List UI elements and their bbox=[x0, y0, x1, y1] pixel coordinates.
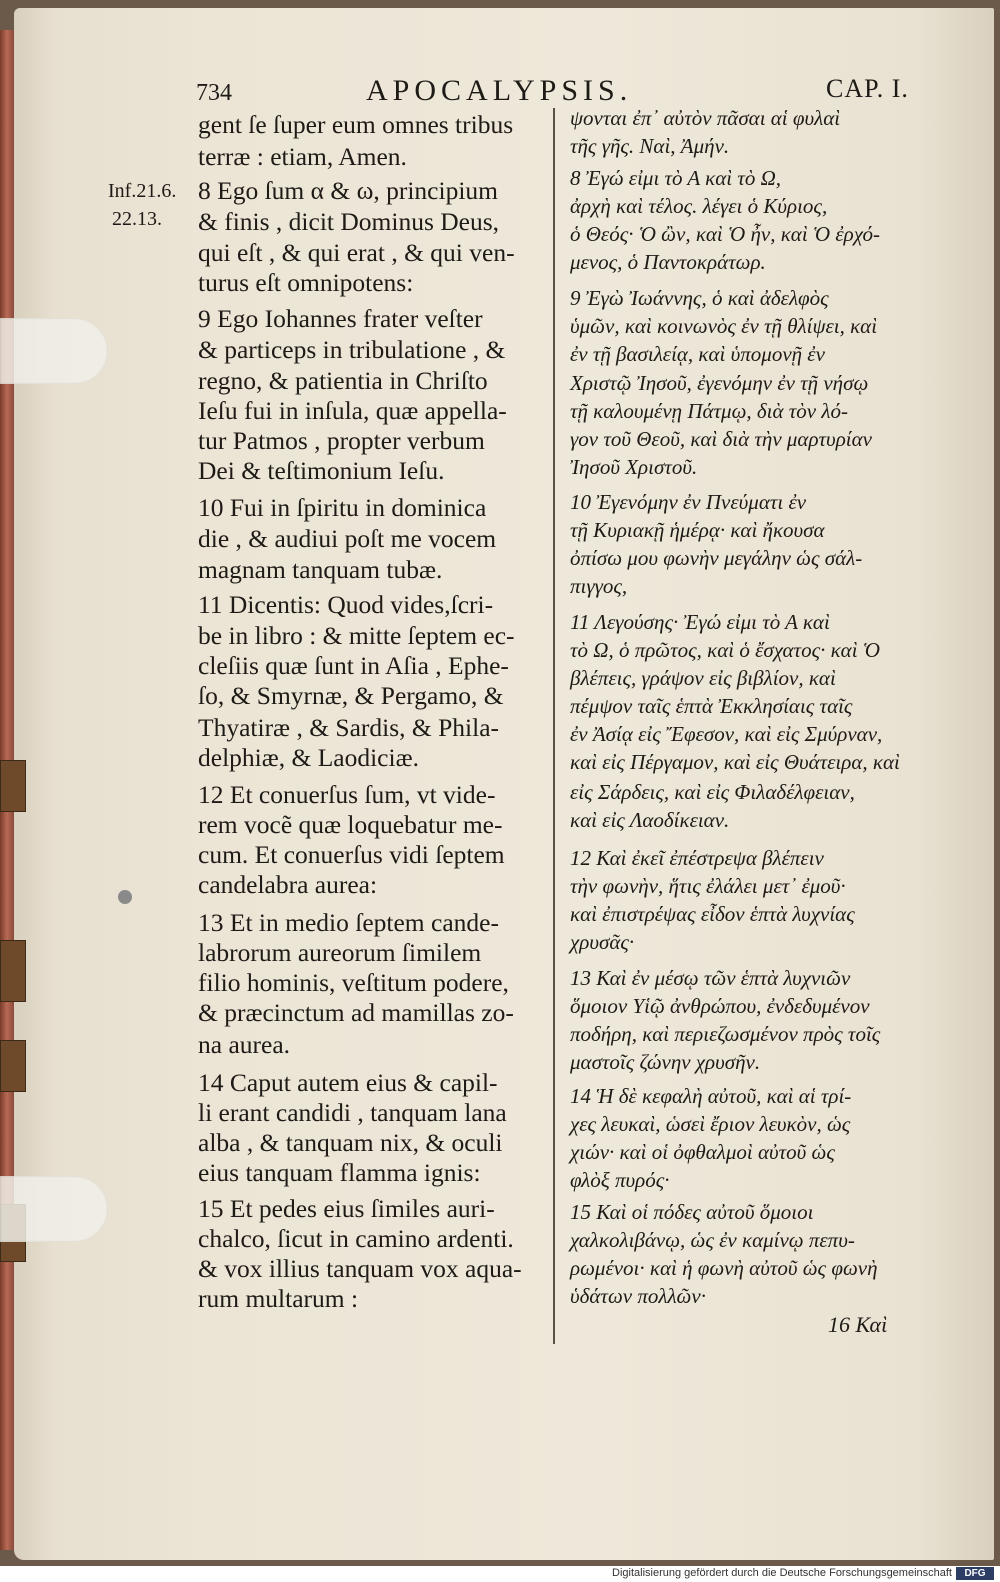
greek-line: 10 Ἐγενόμην ἐν Πνεύματι ἐν bbox=[570, 490, 807, 514]
greek-line: καὶ εἰς Πέργαμον, καὶ εἰς Θυάτειρα, καὶ bbox=[570, 750, 900, 774]
latin-line: labrorum aureorum ſimilem bbox=[198, 938, 482, 967]
greek-line: 11 Λεγούσης· Ἐγώ εἰμι τὸ Α καὶ bbox=[570, 610, 830, 634]
greek-line: καὶ ἐπιστρέψας εἶδον ἑπτὰ λυχνίας bbox=[570, 902, 855, 926]
paper-tab-lower bbox=[0, 1176, 108, 1242]
greek-line: ὁ Θεός· Ὁ ὢν, καὶ Ὁ ἦν, καὶ Ὁ ἐρχό- bbox=[570, 222, 881, 246]
greek-line: μαστοῖς ζώνην χρυσῆν. bbox=[570, 1050, 761, 1074]
greek-line: ὑμῶν, καὶ κοινωνὸς ἐν τῇ θλίψει, καὶ bbox=[570, 314, 878, 338]
greek-line: μενος, ὁ Παντοκράτωρ. bbox=[570, 250, 766, 274]
latin-line: 15 Et pedes eius ſimiles auri- bbox=[198, 1194, 495, 1223]
latin-line: rum multarum : bbox=[198, 1284, 359, 1313]
latin-line: Ieſu fui in inſula, quæ appella- bbox=[198, 396, 507, 425]
greek-line: τὸ Ω, ὁ πρῶτος, καὶ ὁ ἔσχατος· καὶ Ὁ bbox=[570, 638, 880, 662]
chapter-label: CAP. I. bbox=[826, 74, 909, 103]
latin-line: & finis , dicit Dominus Deus, bbox=[198, 207, 500, 236]
latin-line: 14 Caput autem eius & capil- bbox=[198, 1068, 498, 1097]
greek-line: τὴν φωνὴν, ἥτις ἐλάλει μετ᾽ ἐμοῦ· bbox=[570, 874, 846, 898]
greek-line: 8 Ἐγώ εἰμι τὸ Α καὶ τὸ Ω, bbox=[570, 166, 782, 190]
greek-line: 9 Ἐγὼ Ἰωάννης, ὁ καὶ ἀδελφὸς bbox=[570, 286, 829, 310]
latin-line: 10 Fui in ſpiritu in dominica bbox=[198, 493, 487, 522]
greek-line: χαλκολιβάνῳ, ὡς ἐν καμίνῳ πεπυ- bbox=[570, 1228, 855, 1252]
latin-line: li erant candidi , tanquam lana bbox=[198, 1098, 507, 1127]
greek-line: τῇ καλουμένῃ Πάτμῳ, διὰ τὸν λό- bbox=[570, 399, 848, 423]
greek-line: ἐν τῇ βασιλείᾳ, καὶ ὑπομονῇ ἐν bbox=[570, 342, 825, 366]
page-number: 734 bbox=[196, 80, 232, 106]
paper-tab-upper bbox=[0, 318, 108, 384]
greek-line: Χριστῷ Ἰησοῦ, ἐγενόμην ἐν τῇ νήσῳ bbox=[570, 371, 869, 395]
greek-line: χρυσᾶς· bbox=[570, 930, 635, 954]
latin-line: & particeps in tribulatione , & bbox=[198, 335, 506, 364]
catchword: 16 Καὶ bbox=[828, 1312, 888, 1337]
latin-line: tur Patmos , propter verbum bbox=[198, 426, 485, 455]
greek-line: χιών· καὶ οἱ ὀφθαλμοὶ αὐτοῦ ὡς bbox=[570, 1140, 835, 1164]
latin-line: 11 Dicentis: Quod vides,ſcri- bbox=[198, 590, 494, 619]
dfg-logo: DFG bbox=[956, 1567, 994, 1580]
greek-line: τῆς γῆς. Ναὶ, Ἀμήν. bbox=[570, 134, 730, 158]
latin-line: gent ſe ſuper eum omnes tribus bbox=[198, 110, 514, 139]
latin-line: rem vocẽ quæ loquebatur me- bbox=[198, 810, 503, 839]
latin-line: regno, & patientia in Chriſto bbox=[198, 366, 488, 395]
latin-line: alba , & tanquam nix, & oculi bbox=[198, 1128, 503, 1157]
greek-line: ἐν Ἀσίᾳ εἰς Ἔφεσον, καὶ εἰς Σμύρναν, bbox=[570, 722, 883, 746]
latin-line: terræ : etiam, Amen. bbox=[198, 142, 407, 171]
latin-line: be in libro : & mitte ſeptem ec- bbox=[198, 621, 515, 650]
latin-line: & præcinctum ad mamillas zo- bbox=[198, 998, 514, 1027]
latin-line: cleſiis quæ ſunt in Aſia , Ephe- bbox=[198, 651, 509, 680]
greek-line: ὀπίσω μου φωνὴν μεγάλην ὡς σάλ- bbox=[570, 546, 863, 570]
latin-line: turus eſt omnipotens: bbox=[198, 268, 414, 297]
greek-line: ἀρχὴ καὶ τέλος. λέγει ὁ Κύριος, bbox=[570, 194, 828, 218]
greek-line: εἰς Σάρδεις, καὶ εἰς Φιλαδέλφειαν, bbox=[570, 780, 855, 804]
greek-line: ψονται ἐπ᾽ αὐτὸν πᾶσαι αἱ φυλαὶ bbox=[570, 106, 841, 130]
greek-line: 12 Καὶ ἐκεῖ ἐπέστρεψα βλέπειν bbox=[570, 846, 824, 870]
ink-spot bbox=[118, 890, 132, 904]
greek-line: γον τοῦ Θεοῦ, καὶ διὰ τὴν μαρτυρίαν bbox=[570, 427, 872, 451]
latin-line: 12 Et conuerſus ſum, vt vide- bbox=[198, 780, 496, 809]
greek-line: βλέπεις, γράψον εἰς βιβλίον, καὶ bbox=[570, 666, 836, 690]
latin-line: 9 Ego Iohannes frater veſter bbox=[198, 304, 483, 333]
latin-line: Thyatiræ , & Sardis, & Phila- bbox=[198, 713, 500, 742]
greek-line: πέμψον ταῖς ἑπτὰ Ἐκκλησίαις ταῖς bbox=[570, 694, 853, 718]
latin-line: chalco, ſicut in camino ardenti. bbox=[198, 1224, 514, 1253]
latin-line: eius tanquam flamma ignis: bbox=[198, 1158, 481, 1187]
latin-line: cum. Et conuerſus vidi ſeptem bbox=[198, 840, 505, 869]
running-title: APOCALYPSIS. bbox=[366, 74, 633, 107]
latin-line: ſo, & Smyrnæ, & Pergamo, & bbox=[198, 681, 504, 710]
clasp-top bbox=[0, 760, 26, 812]
greek-line: ποδήρη, καὶ περιεζωσμένον πρὸς τοῖς bbox=[570, 1022, 881, 1046]
greek-line: τῇ Κυριακῇ ἡμέρᾳ· καὶ ἤκουσα bbox=[570, 518, 825, 542]
greek-line: φλὸξ πυρός· bbox=[570, 1168, 670, 1192]
footer-credit: Digitalisierung gefördert durch die Deutsche Forschungsgemeinschaft bbox=[612, 1567, 952, 1579]
greek-line: ὅμοιον Υἱῷ ἀνθρώπου, ἐνδεδυμένον bbox=[570, 994, 870, 1018]
greek-line: ρωμένοι· καὶ ἡ φωνὴ αὐτοῦ ὡς φωνὴ bbox=[570, 1256, 878, 1280]
clasp-lower bbox=[0, 1040, 26, 1092]
clasp-middle bbox=[0, 940, 26, 1002]
column-rule bbox=[553, 108, 555, 1344]
latin-line: delphiæ, & Laodiciæ. bbox=[198, 743, 419, 772]
greek-line: καὶ εἰς Λαοδίκειαν. bbox=[570, 808, 730, 832]
greek-line: 14 Ἡ δὲ κεφαλὴ αὐτοῦ, καὶ αἱ τρί- bbox=[570, 1084, 852, 1108]
latin-line: magnam tanquam tubæ. bbox=[198, 555, 443, 584]
latin-line: candelabra aurea: bbox=[198, 870, 378, 899]
latin-line: 13 Et in medio ſeptem cande- bbox=[198, 908, 499, 937]
latin-line: die , & audiui poſt me vocem bbox=[198, 524, 497, 553]
latin-line: Dei & teſtimonium Ieſu. bbox=[198, 456, 445, 485]
latin-line: na aurea. bbox=[198, 1030, 291, 1059]
greek-line: Ἰησοῦ Χριστοῦ. bbox=[570, 455, 698, 479]
margin-note: 22.13. bbox=[112, 208, 162, 230]
greek-line: 15 Καὶ οἱ πόδες αὐτοῦ ὅμοιοι bbox=[570, 1200, 814, 1224]
greek-line: 13 Καὶ ἐν μέσῳ τῶν ἑπτὰ λυχνιῶν bbox=[570, 966, 851, 990]
margin-note: Inf.21.6. bbox=[108, 180, 177, 202]
latin-line: & vox illius tanquam vox aqua- bbox=[198, 1254, 522, 1283]
latin-line: filio hominis, veſtitum podere, bbox=[198, 968, 509, 997]
latin-line: 8 Ego ſum α & ω, principium bbox=[198, 176, 498, 205]
greek-line: ὑδάτων πολλῶν· bbox=[570, 1284, 706, 1308]
greek-line: πιγγος, bbox=[570, 574, 628, 598]
latin-line: qui eſt , & qui erat , & qui ven- bbox=[198, 238, 515, 267]
greek-line: χες λευκαὶ, ὡσεὶ ἔριον λευκὸν, ὡς bbox=[570, 1112, 851, 1136]
